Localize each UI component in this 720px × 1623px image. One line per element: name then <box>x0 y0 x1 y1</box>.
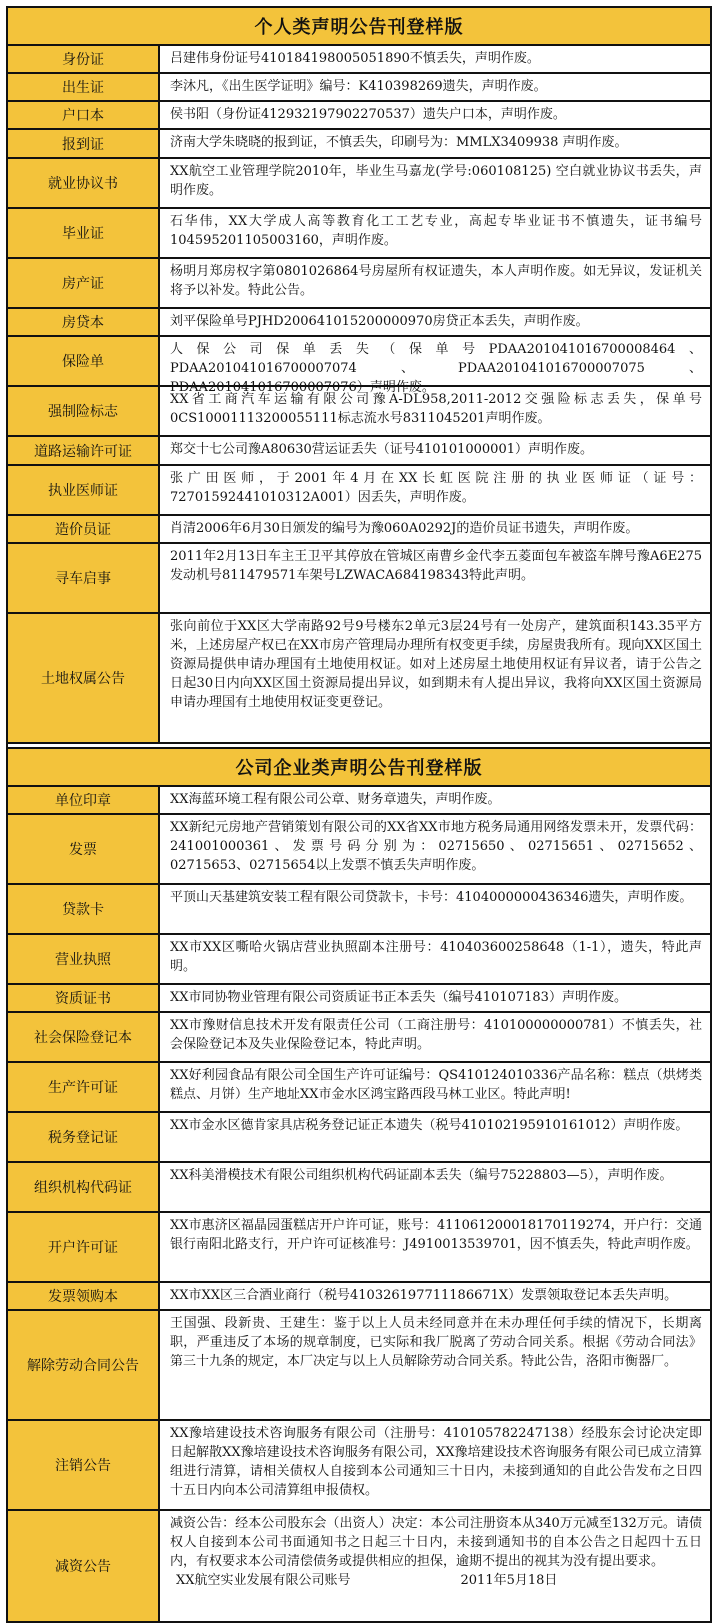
notice-row <box>8 1063 710 1113</box>
notice-row <box>8 614 710 744</box>
notice-body: XX省工商汽车运输有限公司豫A-DL958,2011-2012交强险标志丢失，保单号0CS10001113200055111标志流水号8311045201声明作废。 <box>170 392 702 426</box>
notice-body: 张向前位于XX区大学南路92号9号楼东2单元3层24号有一处房产，建筑面积143.35平方米，上述房屋产权已在XX市房产管理局办理所有权变更手续，房屋贵我所有。现向XX区国土资源局提供申请办理国有土地使用权证。如对上述房屋土地使用权证有异议者，请于公告之日起30日内向XX区国土资源局提出异议，如到期未有人提出异议，我将向XX区国土资源局申请办理国有土地使用权证变更登记。 <box>170 619 702 710</box>
notice-text <box>160 1511 710 1621</box>
notice-row <box>8 309 710 337</box>
notice-body: 石华伟，XX大学成人高等教育化工工艺专业，高起专毕业证书不慎遗失，证书编号104595201105003160，声明作废。 <box>170 214 702 248</box>
notice-body: 侯书阳（身份证412932197902270537）遗失户口本，声明作废。 <box>170 107 566 122</box>
notice-category-label: 组织机构代码证 <box>8 1163 160 1211</box>
notice-text <box>160 259 710 307</box>
notice-text <box>160 1063 710 1111</box>
notice-row <box>8 815 710 885</box>
notice-category-label: 开户许可证 <box>8 1213 160 1281</box>
notice-category-label: 保险单 <box>8 337 160 385</box>
notice-text <box>160 614 710 742</box>
notice-text <box>160 466 710 514</box>
notice-body: 王国强、段新贵、王建生：鉴于以上人员未经同意并在未办理任何手续的情况下，长期离职，严重违反了本场的规章制度，已实际和我厂脱离了劳动合同关系。根据《劳动合同法》第三十九条的规定，本厂决定与以上人员解除劳动合同关系。特此公告，洛阳市衡器厂。 <box>170 1316 702 1369</box>
notice-category-label: 出生证 <box>8 74 160 100</box>
notice-category-label: 社会保险登记本 <box>8 1013 160 1061</box>
notice-category-label: 发票领购本 <box>8 1283 160 1309</box>
notice-category-label: 报到证 <box>8 130 160 157</box>
notice-category-label: 寻车启事 <box>8 544 160 612</box>
notice-category-label: 资质证书 <box>8 985 160 1011</box>
notice-body: XX市XX区三合酒业商行（税号410326197711186671X）发票领取登记本丢失声明。 <box>170 1288 678 1303</box>
notice-row <box>8 885 710 935</box>
notice-row <box>8 337 710 395</box>
notice-row <box>8 1113 710 1163</box>
notice-body: 杨明月郑房权字第0801026864号房屋所有权证遗失，本人声明作废。如无异议，发证机关将予以补发。特此公告。 <box>170 264 702 298</box>
notice-body: XX市同协物业管理有限公司资质证书正本丢失（编号410107183）声明作废。 <box>170 990 627 1005</box>
notice-row <box>8 46 710 74</box>
notice-row <box>8 159 710 209</box>
notice-text <box>160 787 710 813</box>
notice-category-label: 强制险标志 <box>8 387 160 435</box>
notice-body: XX豫培建设技术咨询服务有限公司（注册号：410105782247138）经股东会讨论决定即日起解散XX豫培建设技术咨询服务有限公司，XX豫培建设技术咨询服务有限公司已成立清算组进行清算，请相关债权人自接到本公司通知三十日内，未接到通知的自此公告发布之日四十五日内向本公司清算组申报债权。 <box>170 1426 702 1498</box>
notice-text <box>160 159 710 207</box>
notice-category-label: 道路运输许可证 <box>8 437 160 464</box>
notice-category-label: 户口本 <box>8 102 160 128</box>
notice-text <box>160 74 710 100</box>
notice-body: XX科美滑模技术有限公司组织机构代码证副本丢失（编号75228803—5），声明作废。 <box>170 1168 673 1183</box>
notice-body: XX市豫财信息技术开发有限责任公司（工商注册号：410100000000781）不慎丢失，社会保险登记本及失业保险登记本，特此声明。 <box>170 1018 702 1052</box>
notice-category-label: 减资公告 <box>8 1511 160 1621</box>
notice-row <box>8 209 710 259</box>
notice-text <box>160 46 710 72</box>
notice-text <box>160 209 710 257</box>
notice-category-label: 房贷本 <box>8 309 160 335</box>
notice-row <box>8 1511 710 1621</box>
notice-text <box>160 1213 710 1281</box>
notice-body: 李沐凡，《出生医学证明》编号：K410398269遗失，声明作废。 <box>170 79 547 94</box>
notice-text <box>160 337 710 395</box>
notice-category-label: 税务登记证 <box>8 1113 160 1161</box>
notice-row <box>8 935 710 985</box>
notice-text <box>160 437 710 464</box>
notice-body: XX市金水区德肯家具店税务登记证正本遗失（税号410102195910161012）声明作废。 <box>170 1118 689 1133</box>
notice-row <box>8 516 710 544</box>
notice-body: 2011年2月13日车主王卫平其停放在管城区南曹乡金代李五菱面包车被盗车牌号豫A6E275发动机号811479571车架号LZWACA684198343特此声明。 <box>170 549 702 583</box>
notice-text <box>160 102 710 128</box>
notice-body: 刘平保险单号PJHD200641015200000970房贷正本丢失，声明作废。 <box>170 314 589 329</box>
notice-category-label: 执业医师证 <box>8 466 160 514</box>
notice-footer-date: 2011年5月18日 <box>460 1573 558 1588</box>
notice-body: 肖清2006年6月30日颁发的编号为豫060A0292J的造价员证书遗失，声明作废。 <box>170 521 639 536</box>
notice-text <box>160 1421 710 1509</box>
notice-text <box>160 815 710 883</box>
notice-category-label: 解除劳动合同公告 <box>8 1311 160 1419</box>
notice-row <box>8 787 710 815</box>
notice-category-label: 毕业证 <box>8 209 160 257</box>
notice-text <box>160 1311 710 1419</box>
notice-body: XX新纪元房地产营销策划有限公司的XX省XX市地方税务局通用网络发票未开，发票代码：241001000361、发票号码分别为：02715650、02715651、02715652、02715653、02715654以上发票不慎丢失声明作废。 <box>170 820 702 873</box>
notice-text <box>160 516 710 542</box>
notice-row <box>8 1213 710 1283</box>
notice-text <box>160 935 710 983</box>
notice-body: XX好利园食品有限公司全国生产许可证编号：QS410124010336产品名称：糕点（烘烤类糕点、月饼）生产地址XX市金水区鸿宝路西段马林工业区。特此声明! <box>170 1068 702 1102</box>
notice-body: XX航空工业管理学院2010年，毕业生马嘉龙(学号:060108125) 空白就业协议书丢失，声明作废。 <box>170 164 702 198</box>
notice-sample-table <box>6 6 712 1623</box>
notice-category-label: 生产许可证 <box>8 1063 160 1111</box>
notice-text <box>160 1113 710 1161</box>
notice-row <box>8 130 710 159</box>
notice-text <box>160 1013 710 1061</box>
notice-row <box>8 1013 710 1063</box>
notice-row <box>8 1283 710 1311</box>
notice-text <box>160 309 710 335</box>
notice-body: 减资公告：经本公司股东会（出资人）决定：本公司注册资本从340万元减至132万元。请债权人自接到本公司书面通知书之日起三十日内，未接到通知书的自本公告之日起四十五日内，有权要求本公司清偿债务或提供相应的担保，逾期不提出的视其为没有提出要求。 <box>170 1516 702 1569</box>
notice-text <box>160 130 710 157</box>
notice-category-label: 注销公告 <box>8 1421 160 1509</box>
notice-row <box>8 102 710 130</box>
notice-body: 吕建伟身份证号410184198005051890不慎丢失，声明作废。 <box>170 51 540 66</box>
notice-text <box>160 1163 710 1211</box>
notice-text <box>160 985 710 1011</box>
notice-row <box>8 544 710 614</box>
notice-body: 人保公司保单丢失（保单号PDAA201041016700008464、PDAA201041016700007074、PDAA201041016700007075、PDAA201041016700007076）声明作废。 <box>170 342 702 395</box>
notice-category-label: 房产证 <box>8 259 160 307</box>
notice-category-label: 土地权属公告 <box>8 614 160 742</box>
notice-category-label: 造价员证 <box>8 516 160 542</box>
notice-row <box>8 1163 710 1213</box>
notice-row <box>8 437 710 466</box>
notice-category-label: 身份证 <box>8 46 160 72</box>
section-title: 个人类声明公告刊登样版 <box>8 8 710 46</box>
notice-row <box>8 466 710 516</box>
notice-body: 平顶山天基建筑安装工程有限公司贷款卡，卡号：4104000000436346遗失，声明作废。 <box>170 890 693 905</box>
notice-text <box>160 544 710 612</box>
notice-row <box>8 259 710 309</box>
notice-category-label: 贷款卡 <box>8 885 160 933</box>
notice-footer-company: XX航空实业发展有限公司账号 <box>176 1573 351 1588</box>
notice-body: XX市XX区嘶哈火锅店营业执照副本注册号：410403600258648（1-1），遗失，特此声明。 <box>170 940 702 974</box>
notice-category-label: 发票 <box>8 815 160 883</box>
notice-footer <box>170 1571 702 1590</box>
notice-category-label: 单位印章 <box>8 787 160 813</box>
notice-body: 郑交十七公司豫A80630营运证丢失（证号410101000001）声明作废。 <box>170 442 593 457</box>
notice-body: 济南大学朱晓晓的报到证，不慎丢失，印刷号为：MMLX3409938 声明作废。 <box>170 135 628 150</box>
notice-body: XX市惠济区福晶园蛋糕店开户许可证，账号：411061200018170119274，开户行：交通银行南阳北路支行，开户许可证核准号：J4910013539701，因不慎丢失，特此声明作废。 <box>170 1218 702 1252</box>
notice-row <box>8 985 710 1013</box>
notice-text <box>160 387 710 435</box>
notice-row <box>8 74 710 102</box>
notice-row <box>8 1421 710 1511</box>
notice-category-label: 营业执照 <box>8 935 160 983</box>
notice-body: 张广田医师，于2001年4月在XX长虹医院注册的执业医师证（证号：72701592441010312A001）因丢失，声明作废。 <box>170 471 702 505</box>
notice-body: XX海蓝环境工程有限公司公章、财务章遗失，声明作废。 <box>170 792 501 807</box>
notice-text <box>160 885 710 933</box>
notice-text <box>160 1283 710 1309</box>
notice-row <box>8 1311 710 1421</box>
notice-category-label: 就业协议书 <box>8 159 160 207</box>
notice-row <box>8 387 710 437</box>
section-title: 公司企业类声明公告刊登样版 <box>8 749 710 787</box>
